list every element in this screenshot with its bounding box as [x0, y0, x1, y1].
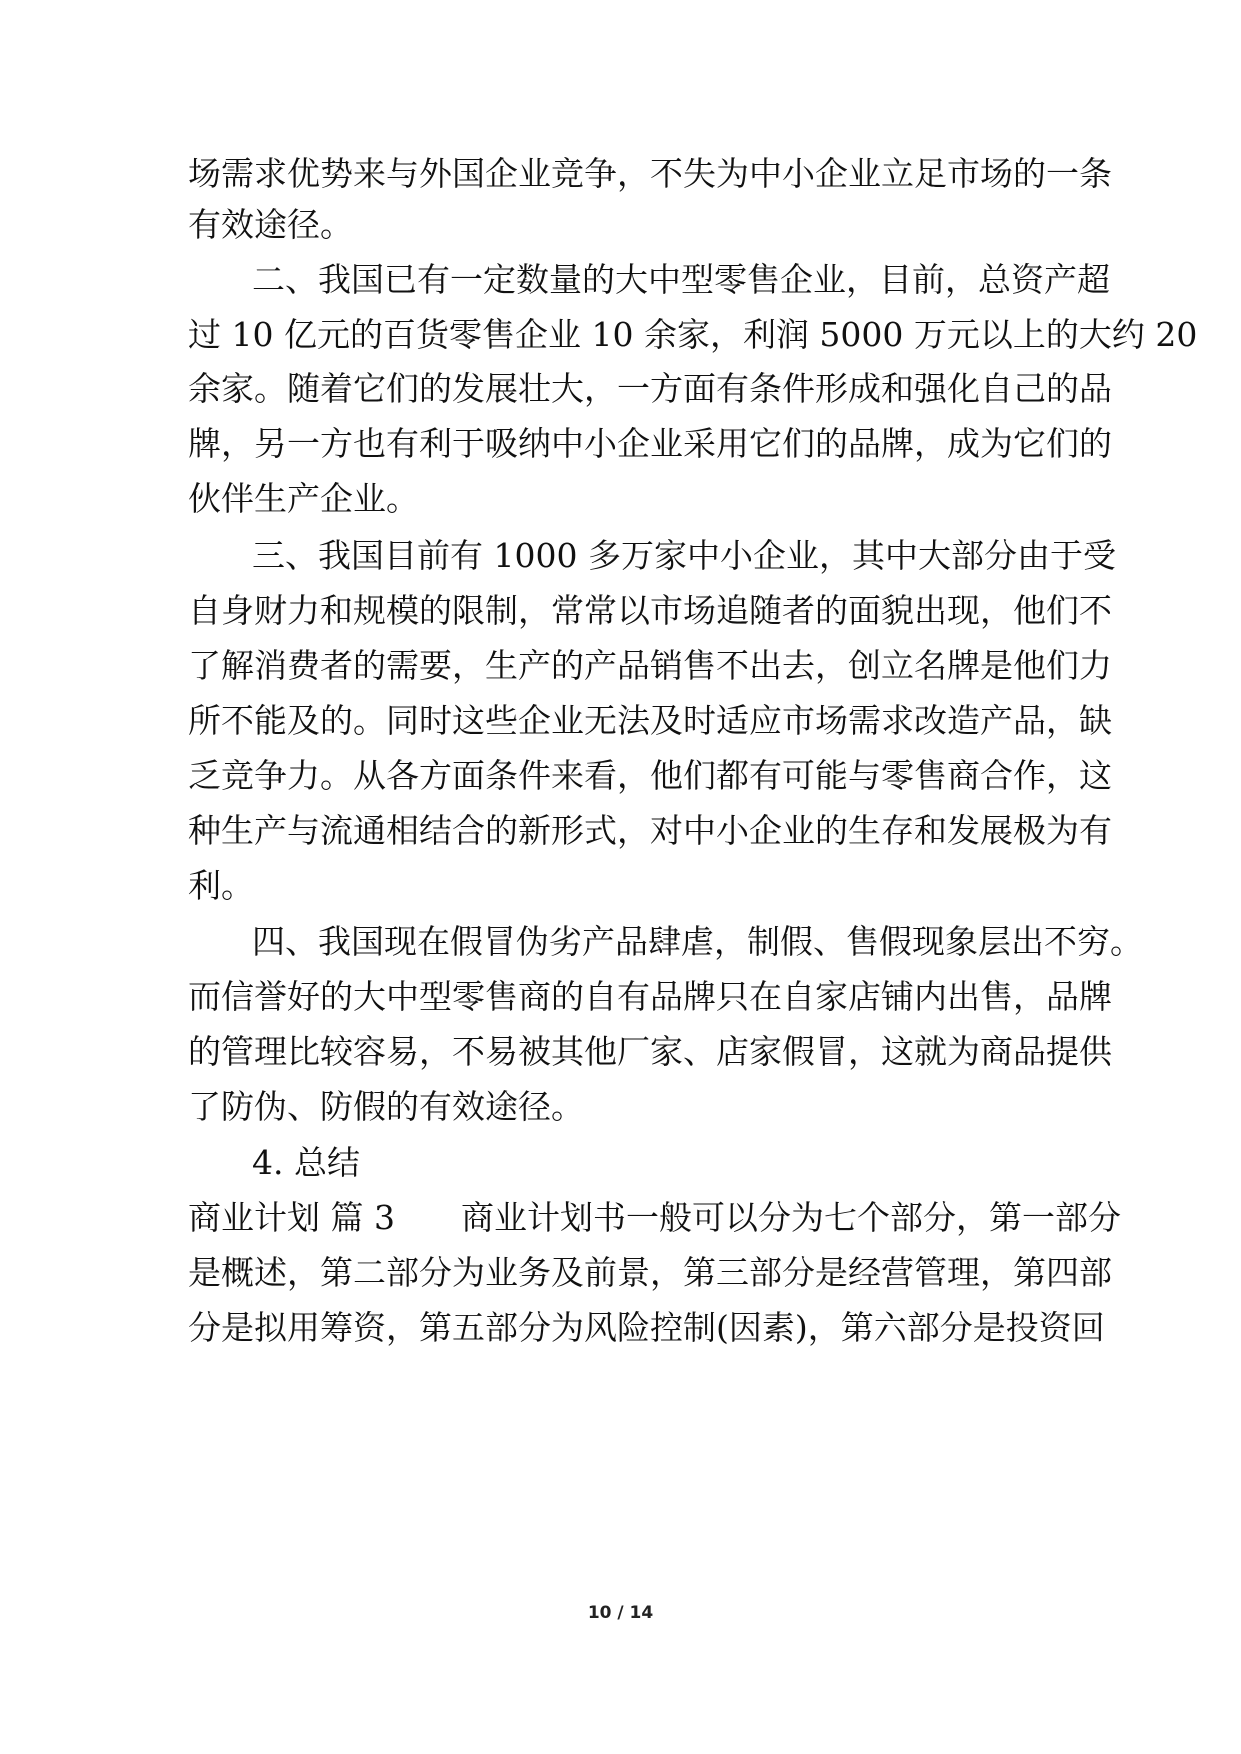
paragraph-line: 过 10 亿元的百货零售企业 10 余家，利润 5000 万元以上的大约 20: [188, 315, 1198, 354]
paragraph-line: 分是拟用筹资，第五部分为风险控制(因素)，第六部分是投资回: [188, 1308, 1105, 1347]
paragraph-line: 了解消费者的需要，生产的产品销售不出去，创立名牌是他们力: [188, 646, 1112, 685]
paragraph-line: 牌，另一方也有利于吸纳中小企业采用它们的品牌，成为它们的: [188, 424, 1112, 463]
paragraph-line: 利。: [188, 866, 254, 905]
paragraph-line: 种生产与流通相结合的新形式，对中小企业的生存和发展极为有: [188, 811, 1112, 850]
paragraph-line: 所不能及的。同时这些企业无法及时适应市场需求改造产品，缺: [188, 701, 1112, 740]
paragraph-line: 自身财力和规模的限制，常常以市场追随者的面貌出现，他们不: [188, 591, 1112, 630]
paragraph-line: 而信誉好的大中型零售商的自有品牌只在自家店铺内出售，品牌: [188, 977, 1112, 1016]
paragraph-line: 二、我国已有一定数量的大中型零售企业，目前，总资产超: [252, 260, 1110, 299]
paragraph-line: 余家。随着它们的发展壮大，一方面有条件形成和强化自己的品: [188, 369, 1112, 408]
section-number-heading: 4. 总结: [252, 1143, 360, 1182]
paragraph-line: 有效途径。: [188, 205, 353, 244]
paragraph-line: 乏竞争力。从各方面条件来看，他们都有可能与零售商合作，这: [188, 756, 1112, 795]
paragraph-line: 是概述，第二部分为业务及前景，第三部分是经营管理，第四部: [188, 1253, 1112, 1292]
paragraph-line: 三、我国目前有 1000 多万家中小企业，其中大部分由于受: [252, 536, 1116, 575]
paragraph-line: 了防伪、防假的有效途径。: [188, 1087, 584, 1126]
paragraph-line: 场需求优势来与外国企业竞争，不失为中小企业立足市场的一条: [188, 154, 1112, 193]
paragraph-line: 伙伴生产企业。: [188, 479, 419, 518]
page-number: 10 / 14: [587, 1603, 654, 1623]
section-first-line: 商业计划书一般可以分为七个部分，第一部分: [460, 1198, 1121, 1237]
section-heading-line: [188, 1196, 1121, 1240]
paragraph-line: 四、我国现在假冒伪劣产品肆虐，制假、售假现象层出不穷。: [252, 922, 1143, 961]
section-heading: 商业计划 篇 3: [188, 1198, 395, 1237]
paragraph-line: 的管理比较容易，不易被其他厂家、店家假冒，这就为商品提供: [188, 1032, 1112, 1071]
